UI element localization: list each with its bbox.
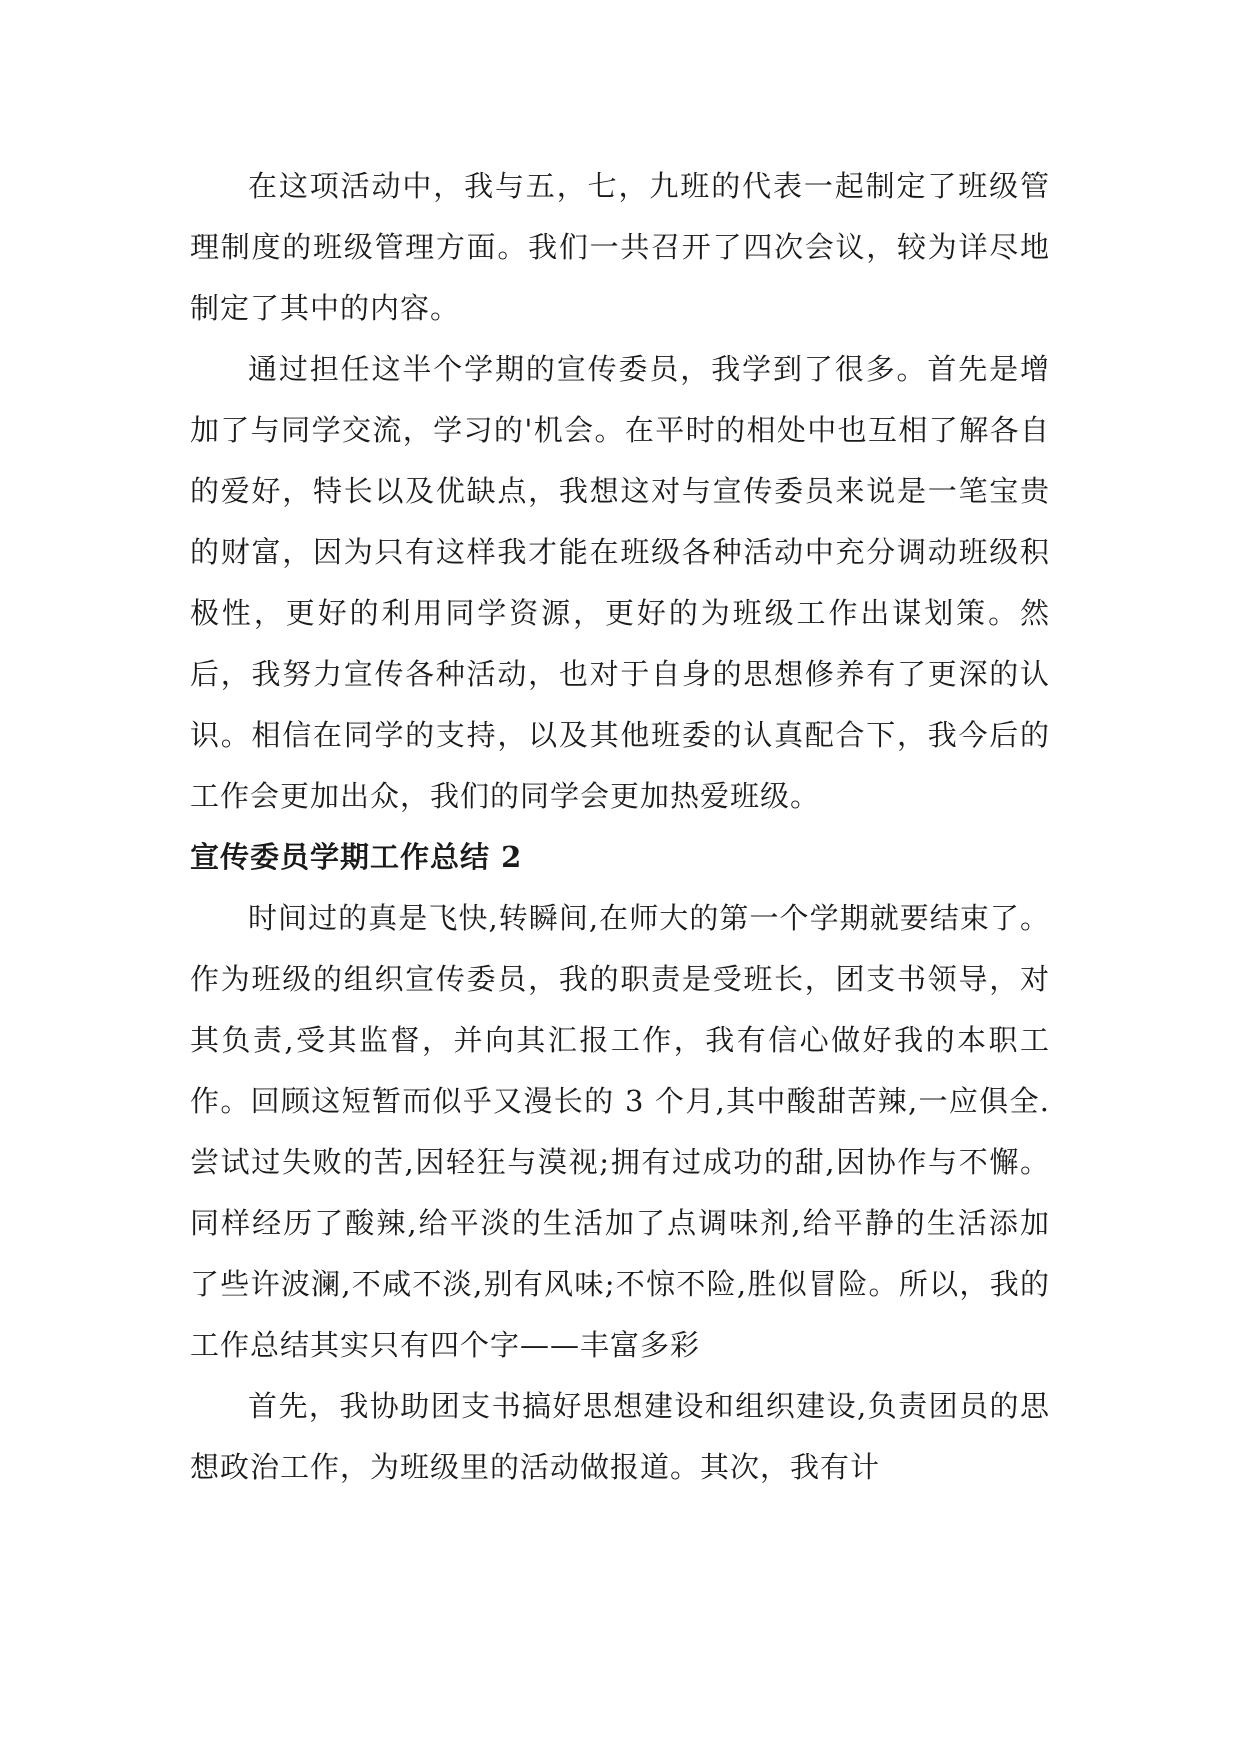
paragraph-summary-intro: 时间过的真是飞快,转瞬间,在师大的第一个学期就要结束了。 作为班级的组织宣传委员，我的职责是受班长，团支书领导，对其负责,受其监督，并向其汇报工作，我有信心做好我的本职工作。回顾这短暂而似乎又漫长的 3 个月,其中酸甜苦辣,一应俱全.尝试过失败的苦,因轻狂与漠视;拥有过成功的甜,因协作与不懈。同样经历了酸辣,给平淡的生活加了点调味剂,给平静的生活添加了些许波澜,不咸不淡,别有风味;不惊不险,胜似冒险。所以，我的工作总结其实只有四个字——丰富多彩 <box>190 901 1061 1362</box>
paragraph-activity: 在这项活动中，我与五，七，九班的代表一起制定了班级管理制度的班级管理方面。我们一共召开了四次会议，较为详尽地制定了其中的内容。 <box>190 169 1050 325</box>
paragraph-first-duties: 首先，我协助团支书搞好思想建设和组织建设,负责团员的思想政治工作，为班级里的活动做报道。其次，我有计 <box>190 1389 1050 1484</box>
paragraph-experience: 通过担任这半个学期的宣传委员，我学到了很多。首先是增加了与同学交流，学习的'机会。在平时的相处中也互相了解各自的爱好，特长以及优缺点，我想这对与宣传委员来说是一笔宝贵的财富，因为只有这样我才能在班级各种活动中充分调动班级积极性，更好的利用同学资源，更好的为班级工作出谋划策。然后，我努力宣传各种活动，也对于自身的思想修养有了更深的认识。相信在同学的支持，以及其他班委的认真配合下，我今后的工作会更加出众，我们的同学会更加热爱班级。 <box>190 352 1050 813</box>
section-heading: 宣传委员学期工作总结 2 <box>190 840 523 874</box>
document-body <box>190 156 1061 1498</box>
